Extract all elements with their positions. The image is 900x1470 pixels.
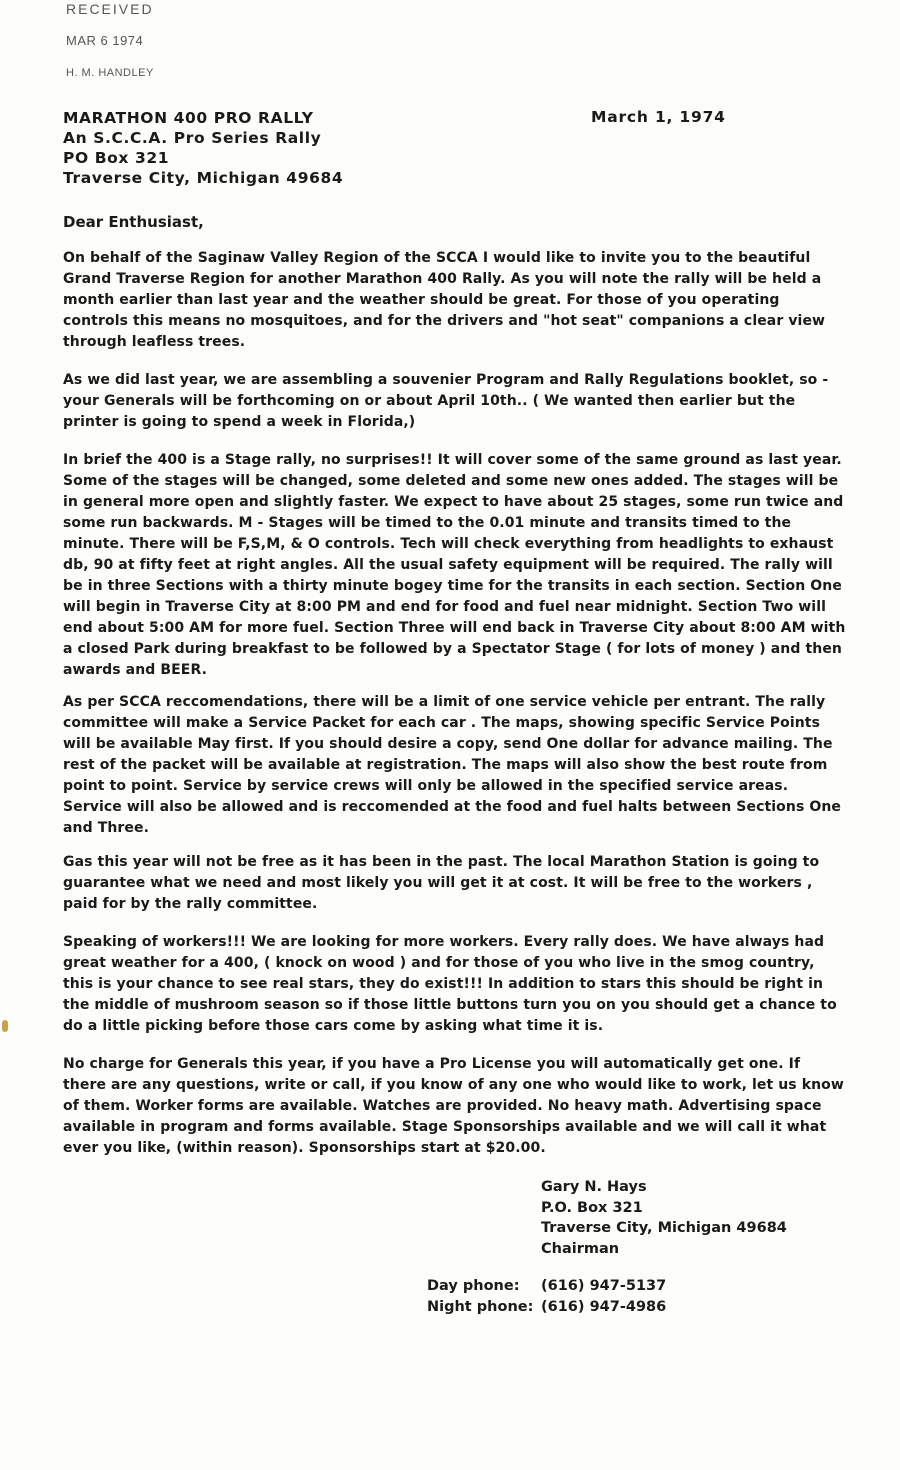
phone-block: [427, 1276, 666, 1318]
paragraph-text: As we did last year, we are assembling a souvenier Program and Rally Regulations booklet, so - your Generals will be forthcoming on or about April 10th.. ( We wanted then earlier but the printer is going to spend a week in Florida,): [63, 372, 829, 430]
night-phone-row: [427, 1297, 666, 1318]
day-phone-number: (616) 947-5137: [541, 1278, 667, 1294]
stamp-date: MAR 6 1974: [66, 33, 144, 48]
stamp-received: RECEIVED: [66, 1, 154, 17]
signature-block: [541, 1177, 787, 1259]
paragraph-stage-rally: [63, 450, 848, 681]
received-stamp: [66, 0, 154, 96]
stamp-name: H. M. HANDLEY: [66, 67, 154, 79]
paragraph-program: [63, 370, 848, 433]
paragraph-gas: [63, 852, 848, 915]
letterhead-line-3: PO Box 321: [63, 149, 170, 167]
paragraph-generals: [63, 1054, 848, 1159]
paragraph-text: As per SCCA reccomendations, there will be a limit of one service vehicle per entrant. The rally committee will make a Service Packet for each car . The maps, showing specific Service Points will be available May first. If you should desire a copy, send One dollar for advance mailing. The rest of the packet will be available at registration. The maps will also show the best route from point to point. Service by service crews will only be allowed in the specified service areas. Service will also be allowed and is reccomended at the food and fuel halts between Sections One and Three.: [63, 694, 842, 836]
letterhead: [63, 108, 343, 188]
margin-mark: [2, 1020, 8, 1032]
night-phone-number: (616) 947-4986: [541, 1299, 667, 1315]
letterhead-line-2: An S.C.C.A. Pro Series Rally: [63, 129, 322, 147]
signature-city: Traverse City, Michigan 49684: [541, 1220, 787, 1236]
paragraph-text: Gas this year will not be free as it has been in the past. The local Marathon Station is going to guarantee what we need and most likely you will get it at cost. It will be free to the workers , paid for by the rally committee.: [63, 854, 820, 912]
paragraph-text: On behalf of the Saginaw Valley Region of the SCCA I would like to invite you to the beautiful Grand Traverse Region for another Marathon 400 Rally. As you will note the rally will be held a month earlier than last year and the weather should be great. For those of you operating controls this means no mosquitoes, and for the drivers and "hot seat" companions a clear view through leafless trees.: [63, 250, 826, 350]
day-phone-label: Day phone:: [427, 1278, 520, 1294]
night-phone-label: Night phone:: [427, 1299, 534, 1315]
day-phone-row: [427, 1276, 666, 1297]
paragraph-text: In brief the 400 is a Stage rally, no surprises!! It will cover some of the same ground as last year. Some of the stages will be changed, some deleted and some new ones added. The stages will be in general more open and slightly faster. We expect to have about 25 stages, some run twice and some run backwards. M - Stages will be timed to the 0.01 minute and transits timed to the minute. There will be F,S,M, & O controls. Tech will check everything from headlights to exhaust db, 90 at fifty feet at right angles. All the usual safety equipment will be required. The rally will be in three Sections with a thirty minute bogey time for the transits in each section. Section One will begin in Traverse City at 8:00 PM and end for food and fuel near midnight. Section Two will end about 5:00 AM for more fuel. Section Three will end back in Traverse City about 8:00 AM with a closed Park during breakfast to be followed by a Spectator Stage ( for lots of money ) and then awards and BEER.: [63, 452, 846, 678]
paragraph-invitation: [63, 248, 848, 353]
signature-name: Gary N. Hays: [541, 1179, 647, 1195]
paragraph-service: [63, 692, 848, 839]
salutation: Dear Enthusiast,: [63, 213, 204, 231]
signature-box: P.O. Box 321: [541, 1199, 643, 1216]
signature-title: Chairman: [541, 1240, 620, 1257]
paragraph-text: Speaking of workers!!! We are looking for more workers. Every rally does. We have always had great weather for a 400, ( knock on wood ) and for those of you who live in the smog country, this is your chance to see real stars, they do exist!!! In addition to stars this should be right in the middle of mushroom season so if those little buttons turn you on you should get a chance to do a little picking before those cars come by asking what time it is.: [63, 934, 837, 1034]
letterhead-line-1: MARATHON 400 PRO RALLY: [63, 109, 314, 127]
paragraph-text: No charge for Generals this year, if you have a Pro License you will automatically get one. If there are any questions, write or call, if you know of any one who would like to work, let us know of them. Worker forms are available. Watches are provided. No heavy math. Advertising space available in program and forms available. Stage Sponsorships available and we will call it what ever you like, (within reason). Sponsorships start at $20.00.: [63, 1056, 844, 1156]
letterhead-line-4: Traverse City, Michigan 49684: [63, 169, 344, 187]
letter-date: March 1, 1974: [591, 108, 726, 126]
paragraph-workers: [63, 932, 848, 1037]
